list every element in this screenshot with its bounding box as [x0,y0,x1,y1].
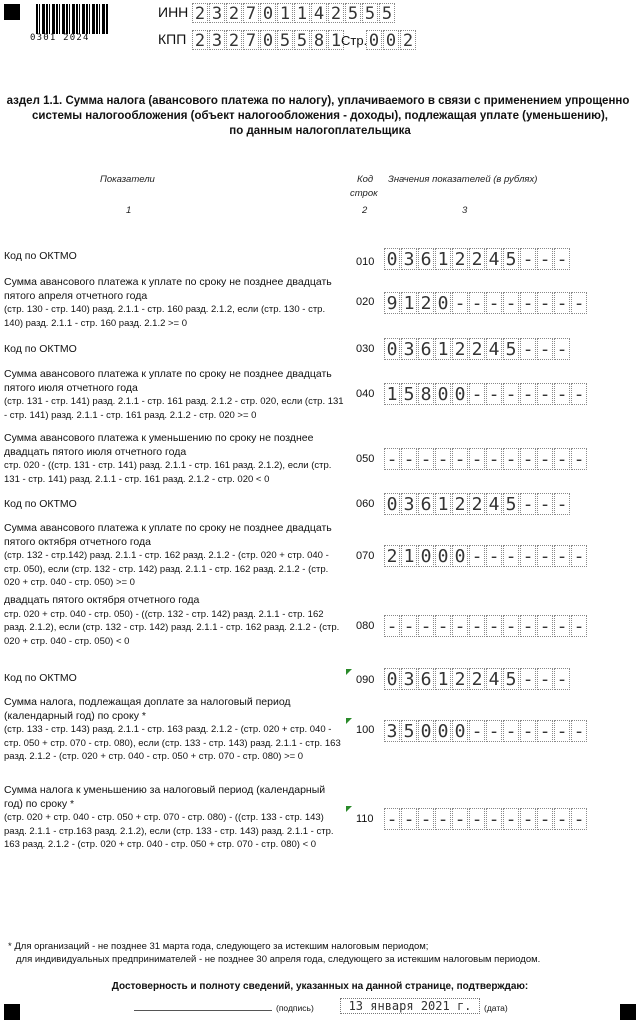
char-cell[interactable]: - [554,248,570,270]
char-cell[interactable]: 2 [192,3,208,23]
corner-marker [4,1004,20,1020]
char-cell[interactable]: 0 [384,338,400,360]
char-cell[interactable]: 0 [366,30,382,50]
char-cell[interactable]: 0 [260,3,276,23]
char-cell[interactable]: 4 [486,493,502,515]
date-label: (дата) [484,1003,508,1013]
char-cell[interactable]: 0 [435,292,451,314]
char-cell[interactable]: - [503,720,519,742]
row-label [4,250,344,264]
row-value-field[interactable] [384,545,588,567]
page-label: Стр. [341,33,368,48]
char-cell[interactable]: - [554,383,570,405]
char-cell[interactable]: - [418,615,434,637]
row-label [4,672,344,686]
row-label-formula: стр. 020 + стр. 040 - стр. 050) - ((стр. 132 - стр. 142) разд. 2.1.1 - стр. 162 разд. 2.1.2), если (стр. 132 - стр. 142) разд. 2.1.1 - стр. 162 разд. 2.1.2 - (стр. 020 + стр. 040 - стр. 050) < 0 [4,608,340,647]
char-cell[interactable]: - [537,493,553,515]
char-cell[interactable]: - [554,338,570,360]
char-cell[interactable]: - [503,292,519,314]
row-label-main: Сумма авансового платежа к уплате по сроку не позднее двадцать пятого июля отчетного года [4,368,332,394]
char-cell[interactable]: - [435,615,451,637]
char-cell[interactable]: - [537,292,553,314]
char-cell[interactable]: 0 [452,720,468,742]
char-cell[interactable]: 5 [294,30,310,50]
char-cell[interactable]: - [554,615,570,637]
row-value-field[interactable] [384,338,571,360]
char-cell[interactable]: - [520,615,536,637]
char-cell[interactable]: 5 [362,3,378,23]
title-line: аздел 1.1. Сумма налога (авансового платежа по налогу), уплачиваемого в связи с применением упрощенно [6,95,630,107]
char-cell[interactable]: 2 [400,30,416,50]
row-label-formula: (стр. 020 + стр. 040 - стр. 050 + стр. 070 - стр. 080) - ((стр. 133 - стр. 143) разд. 2.1.1 - стр.163 разд. 2.1.2), если (стр. 133 - стр. 143) разд. 2.1.1 - стр. 163 разд. 2.1.2 - (стр. 020 + стр. 040 - стр. 050 + стр. 070 - стр. 080) < 0 [4,812,334,850]
char-cell[interactable]: - [554,808,570,830]
row-label-main: Сумма налога к уменьшению за налоговый период (календарный год) по сроку * [4,784,326,810]
char-cell[interactable]: 7 [243,30,259,50]
row-label-main: Код по ОКТМО [4,250,77,262]
char-cell[interactable]: - [520,668,536,690]
char-cell[interactable]: 6 [418,668,434,690]
title-line: по данным налогоплательщика [229,125,411,137]
char-cell[interactable]: - [435,448,451,470]
char-cell[interactable]: - [452,292,468,314]
date-field[interactable]: 13 января 2021 г. [340,998,480,1014]
char-cell[interactable]: 4 [311,3,327,23]
char-cell[interactable]: 9 [384,292,400,314]
char-cell[interactable]: - [486,720,502,742]
row-value-field[interactable] [384,720,588,742]
row-code: 040 [356,388,375,400]
char-cell[interactable]: 1 [401,545,417,567]
scan-tick-mark [346,669,352,675]
char-cell[interactable]: 0 [383,30,399,50]
row-value-field[interactable] [384,248,571,270]
char-cell[interactable]: 0 [435,720,451,742]
char-cell[interactable]: - [537,448,553,470]
char-cell[interactable]: 6 [418,248,434,270]
row-label-formula: (стр. 132 - стр.142) разд. 2.1.1 - стр. 162 разд. 2.1.2 - (стр. 020 + стр. 040 - стр. 050), если (стр. 132 - стр. 142) разд. 2.1.1 - стр. 162 разд. 2.1.2 - (стр. 020 + стр. 040 - стр. 050) >= 0 [4,550,329,588]
char-cell[interactable]: 4 [486,248,502,270]
char-cell[interactable]: - [520,808,536,830]
char-cell[interactable]: 1 [294,3,310,23]
row-value-field[interactable] [384,383,588,405]
char-cell[interactable]: 1 [435,248,451,270]
char-cell[interactable]: - [469,448,485,470]
row-value-field[interactable] [384,808,588,830]
char-cell[interactable]: - [537,383,553,405]
char-cell[interactable]: - [452,808,468,830]
row-code: 110 [356,813,374,825]
char-cell[interactable]: 1 [277,3,293,23]
char-cell[interactable]: 3 [401,668,417,690]
char-cell[interactable]: 2 [328,3,344,23]
char-cell[interactable]: 5 [503,668,519,690]
row-label-formula: стр. 020 - ((стр. 131 - стр. 141) разд. 2.1.1 - стр. 161 разд. 2.1.2), если (стр. 131 - стр. 141) разд. 2.1.1 - стр. 161 разд. 2.1.2 - стр. 020 < 0 [4,460,332,485]
char-cell[interactable]: 5 [345,3,361,23]
char-cell[interactable]: - [571,383,587,405]
char-cell[interactable]: 5 [503,248,519,270]
footnote-line: * Для организаций - не позднее 31 марта года, следующего за истекшим налоговым периодом; [8,941,429,952]
char-cell[interactable]: - [503,448,519,470]
corner-marker [4,4,20,20]
char-cell[interactable]: 1 [435,338,451,360]
row-value-field[interactable] [384,668,571,690]
char-cell[interactable]: - [571,545,587,567]
char-cell[interactable]: 3 [209,30,225,50]
barcode-number: 0301 2024 [30,33,90,43]
char-cell[interactable]: - [469,808,485,830]
char-cell[interactable]: - [537,808,553,830]
char-cell[interactable]: 3 [209,3,225,23]
row-label [4,343,344,357]
char-cell[interactable]: - [571,448,587,470]
barcode [36,4,108,34]
row-label-formula: (стр. 133 - стр. 143) разд. 2.1.1 - стр. 163 разд. 2.1.2 - (стр. 020 + стр. 040 - стр. 050 + стр. 070 - стр. 080), если (стр. 133 - стр. 143) разд. 2.1.1 - стр. 163 разд. 2.1.2 - (стр. 020 + стр. 040 - стр. 050 + стр. 070 - стр. 080) >= 0 [4,724,341,762]
row-label-main: Сумма налога, подлежащая доплате за налоговый период (календарный год) по сроку * [4,696,291,722]
char-cell[interactable]: 1 [435,493,451,515]
char-cell[interactable]: 5 [379,3,395,23]
char-cell[interactable]: 2 [469,338,485,360]
kpp-field[interactable] [192,30,345,50]
char-cell[interactable]: - [520,720,536,742]
char-cell[interactable]: 8 [311,30,327,50]
row-code: 060 [356,498,375,510]
char-cell[interactable]: - [469,383,485,405]
char-cell[interactable]: 2 [452,668,468,690]
char-cell[interactable]: - [520,448,536,470]
char-cell[interactable]: 1 [401,292,417,314]
col-header-indicators: Показатели [100,174,155,185]
inn-field[interactable] [192,3,396,23]
row-code: 100 [356,724,375,736]
char-cell[interactable]: - [452,615,468,637]
char-cell[interactable]: 2 [452,248,468,270]
char-cell[interactable]: - [503,615,519,637]
char-cell[interactable]: 8 [418,383,434,405]
char-cell[interactable]: - [520,248,536,270]
char-cell[interactable]: 7 [243,3,259,23]
char-cell[interactable]: 0 [452,545,468,567]
char-cell[interactable]: 2 [384,545,400,567]
char-cell[interactable]: 1 [328,30,344,50]
char-cell[interactable]: - [503,545,519,567]
row-label-main: Сумма авансового платежа к уменьшению по сроку не позднее двадцать пятого июля отчетного года [4,432,314,458]
char-cell[interactable]: - [554,668,570,690]
kpp-label: КПП [158,31,187,47]
char-cell[interactable]: - [469,292,485,314]
char-cell[interactable]: - [469,615,485,637]
title-line: системы налогообложения (объект налогообложения - доходы), подлежащая уплате (уменьшению), [31,110,608,122]
char-cell[interactable]: - [520,545,536,567]
char-cell[interactable]: 2 [452,493,468,515]
char-cell[interactable]: - [452,448,468,470]
char-cell[interactable]: 4 [486,668,502,690]
inn-label: ИНН [158,4,189,20]
char-cell[interactable]: - [537,545,553,567]
char-cell[interactable]: - [554,545,570,567]
page-number-field[interactable] [366,30,417,50]
char-cell[interactable]: - [435,808,451,830]
char-cell[interactable]: - [571,808,587,830]
char-cell[interactable]: - [537,720,553,742]
char-cell[interactable]: 5 [401,383,417,405]
row-label [4,522,344,590]
char-cell[interactable]: 5 [503,493,519,515]
section-title [0,94,640,139]
char-cell[interactable]: 2 [418,292,434,314]
char-cell[interactable]: - [469,545,485,567]
row-value-field[interactable] [384,448,588,470]
char-cell[interactable]: 3 [384,720,400,742]
row-code: 030 [356,343,375,355]
char-cell[interactable]: 5 [401,720,417,742]
char-cell[interactable]: - [537,668,553,690]
row-label [4,276,344,330]
char-cell[interactable]: 2 [469,493,485,515]
char-cell[interactable]: 2 [192,30,208,50]
char-cell[interactable]: - [469,720,485,742]
char-cell[interactable]: - [554,493,570,515]
char-cell[interactable]: - [571,615,587,637]
char-cell[interactable]: 2 [226,3,242,23]
scan-tick-mark [346,718,352,724]
char-cell[interactable]: 3 [401,338,417,360]
char-cell[interactable]: - [520,493,536,515]
char-cell[interactable]: - [571,292,587,314]
char-cell[interactable]: - [537,615,553,637]
char-cell[interactable]: - [486,615,502,637]
char-cell[interactable]: 1 [435,668,451,690]
row-label-main: Код по ОКТМО [4,343,77,355]
row-label-main: Сумма авансового платежа к уплате по сроку не позднее двадцать пятого апреля отчетного года [4,276,332,302]
char-cell[interactable]: 0 [384,248,400,270]
col-header-code-2: строк [350,188,378,199]
row-code: 080 [356,620,375,632]
row-code: 020 [356,296,375,308]
char-cell[interactable]: - [554,720,570,742]
char-cell[interactable]: - [401,448,417,470]
char-cell[interactable]: 0 [384,668,400,690]
row-value-field[interactable] [384,493,571,515]
char-cell[interactable]: 2 [226,30,242,50]
char-cell[interactable]: - [384,448,400,470]
row-label-main: Код по ОКТМО [4,498,77,510]
row-label-main: Код по ОКТМО [4,672,77,684]
char-cell[interactable]: 0 [435,545,451,567]
char-cell[interactable]: - [571,720,587,742]
char-cell[interactable]: - [486,383,502,405]
row-code: 010 [356,256,375,268]
row-value-field[interactable] [384,615,588,637]
col-number-3: 3 [462,205,468,216]
col-header-code: Код [357,174,374,185]
row-label-main: Сумма авансового платежа к уплате по сроку не позднее двадцать пятого октября отчетного года [4,522,332,548]
char-cell[interactable]: 0 [435,383,451,405]
char-cell[interactable]: - [486,448,502,470]
col-header-values: Значения показателей (в рублях) [388,174,538,185]
char-cell[interactable]: 6 [418,493,434,515]
char-cell[interactable]: - [401,615,417,637]
char-cell[interactable]: - [503,383,519,405]
row-code: 090 [356,674,375,686]
char-cell[interactable]: 3 [401,493,417,515]
char-cell[interactable]: - [401,808,417,830]
char-cell[interactable]: - [418,808,434,830]
char-cell[interactable]: 1 [384,383,400,405]
footnote-line: для индивидуальных предпринимателей - не позднее 30 апреля года, следующего за истекшим налоговым периодом. [16,954,541,965]
col-number-1: 1 [126,205,132,216]
char-cell[interactable]: 6 [418,338,434,360]
char-cell[interactable]: 3 [401,248,417,270]
char-cell[interactable]: - [520,292,536,314]
char-cell[interactable]: 5 [503,338,519,360]
row-label [4,594,344,648]
row-label [4,368,344,422]
signature-line[interactable] [134,1010,272,1011]
scan-tick-mark [346,806,352,812]
char-cell[interactable]: - [486,292,502,314]
char-cell[interactable]: - [486,808,502,830]
row-label [4,784,344,852]
char-cell[interactable]: 2 [469,668,485,690]
row-label [4,696,344,764]
row-value-field[interactable] [384,292,588,314]
char-cell[interactable]: 0 [260,30,276,50]
char-cell[interactable]: - [554,448,570,470]
row-label [4,432,344,486]
col-number-2: 2 [362,205,368,216]
char-cell[interactable]: 5 [277,30,293,50]
footnote [8,940,540,966]
char-cell[interactable]: - [520,383,536,405]
char-cell[interactable]: - [520,338,536,360]
row-label [4,498,344,512]
char-cell[interactable]: - [554,292,570,314]
row-label-main: двадцать пятого октября отчетного года [4,594,200,606]
corner-marker [620,1004,636,1020]
char-cell[interactable]: 0 [418,720,434,742]
char-cell[interactable]: 0 [452,383,468,405]
char-cell[interactable]: - [537,248,553,270]
char-cell[interactable]: - [384,615,400,637]
char-cell[interactable]: 2 [469,248,485,270]
row-label-formula: (стр. 131 - стр. 141) разд. 2.1.1 - стр. 161 разд. 2.1.2 - стр. 020, если (стр. 131 - стр. 141) разд. 2.1.1 - стр. 161 разд. 2.1.2 - стр. 020 >= 0 [4,396,344,421]
signature-label: (подпись) [276,1003,314,1013]
char-cell[interactable]: 2 [452,338,468,360]
char-cell[interactable]: - [384,808,400,830]
row-code: 070 [356,550,375,562]
confirmation-text: Достоверность и полноту сведений, указанных на данной странице, подтверждаю: [111,981,529,992]
char-cell[interactable]: 0 [384,493,400,515]
char-cell[interactable]: - [418,448,434,470]
char-cell[interactable]: - [486,545,502,567]
row-label-formula: (стр. 130 - стр. 140) разд. 2.1.1 - стр. 160 разд. 2.1.2, если (стр. 130 - стр. 140) разд. 2.1.1 - стр. 160 разд. 2.1.2 >= 0 [4,304,326,329]
row-code: 050 [356,453,375,465]
char-cell[interactable]: 4 [486,338,502,360]
char-cell[interactable]: - [537,338,553,360]
char-cell[interactable]: - [503,808,519,830]
char-cell[interactable]: 0 [418,545,434,567]
